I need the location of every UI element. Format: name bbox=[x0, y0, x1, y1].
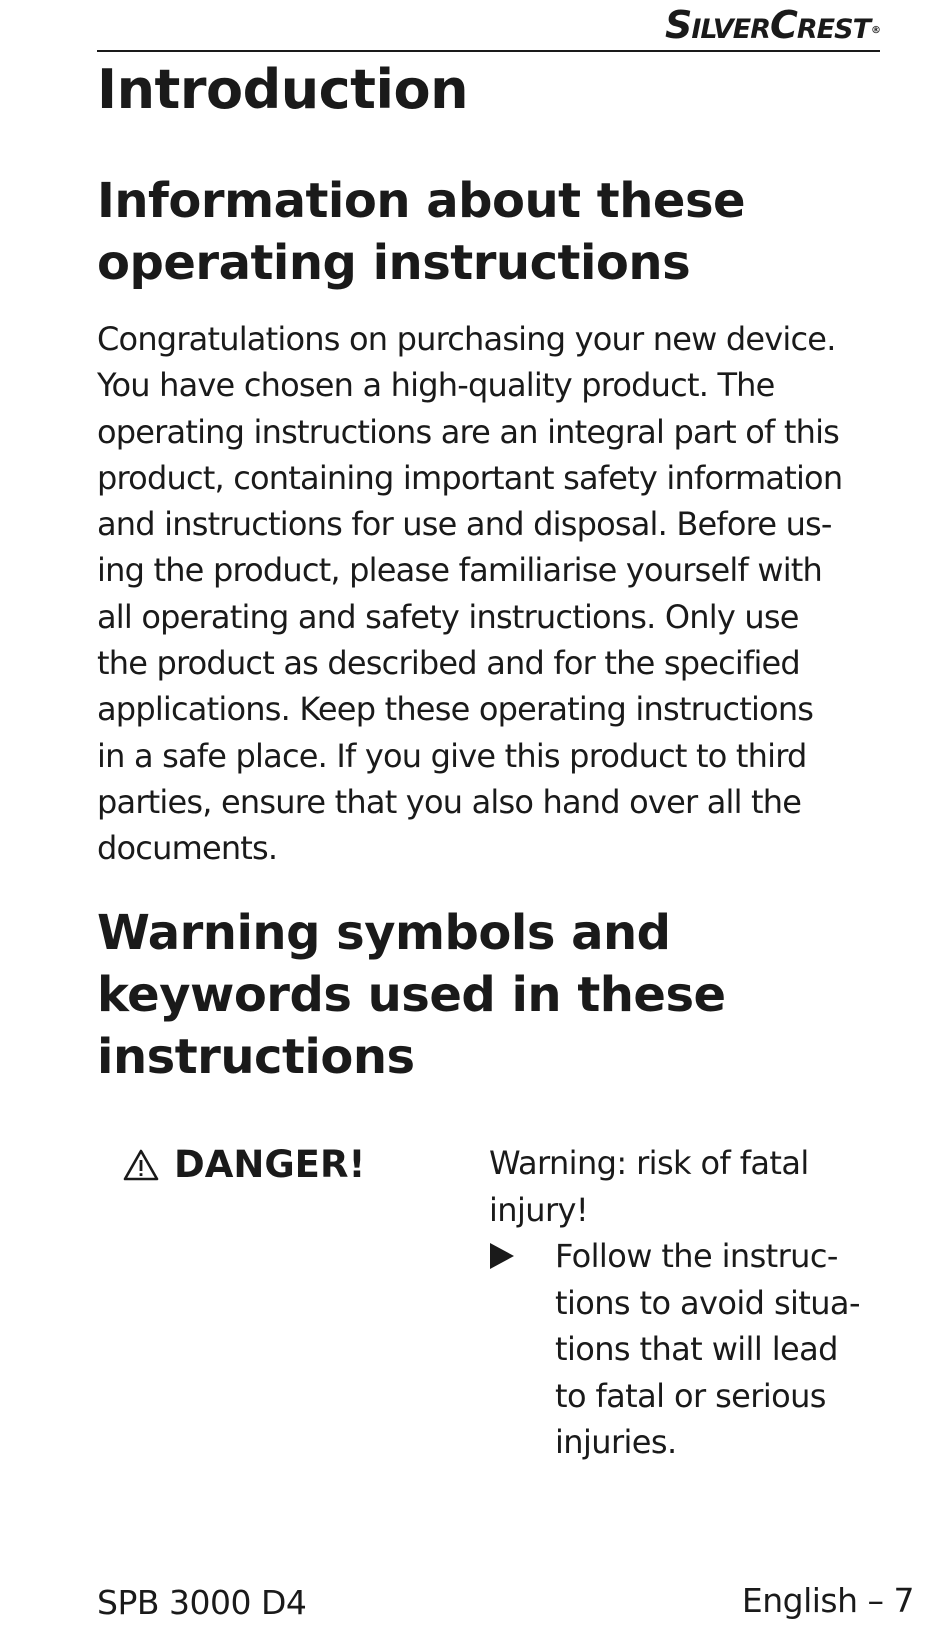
footer-page-number: English – 7 bbox=[741, 1581, 914, 1620]
brand-logo bbox=[665, 2, 880, 48]
header-rule bbox=[97, 50, 880, 52]
danger-instruction bbox=[489, 1233, 909, 1466]
danger-label-text: DANGER! bbox=[174, 1143, 366, 1186]
registered-mark: ® bbox=[871, 25, 880, 36]
section-heading-warning-symbols: Warning symbols and keywords used in these instructions bbox=[97, 905, 726, 1085]
danger-description: Warning: risk of fatal injury! bbox=[489, 1144, 809, 1229]
brand-name: SilverCrest bbox=[664, 3, 870, 47]
footer-model: SPB 3000 D4 bbox=[97, 1583, 307, 1622]
section-heading-information: Information about these operating instructions bbox=[97, 173, 746, 291]
danger-label bbox=[122, 1142, 365, 1188]
warning-triangle-icon bbox=[122, 1148, 160, 1182]
bullet-arrow-icon bbox=[489, 1233, 555, 1279]
page-title: Introduction bbox=[97, 58, 469, 121]
danger-instruction-text: Follow the instruc- tions to avoid situa- tions that will lead to fatal or serious injuries. bbox=[555, 1237, 860, 1461]
section-body-information: Congratulations on purchasing your new device. You have chosen a high-quality product. The operating instructions are an integral part of this product, containing important safety information and instructions for use and disposal. Before us- ing the product, please familiarise yourself with all operating and safety instructions. Only use the product as described and for the specified applications. Keep these operating instructions in a safe place. If you give this product to third parties, ensure that you also hand over all the documents. bbox=[97, 320, 843, 868]
